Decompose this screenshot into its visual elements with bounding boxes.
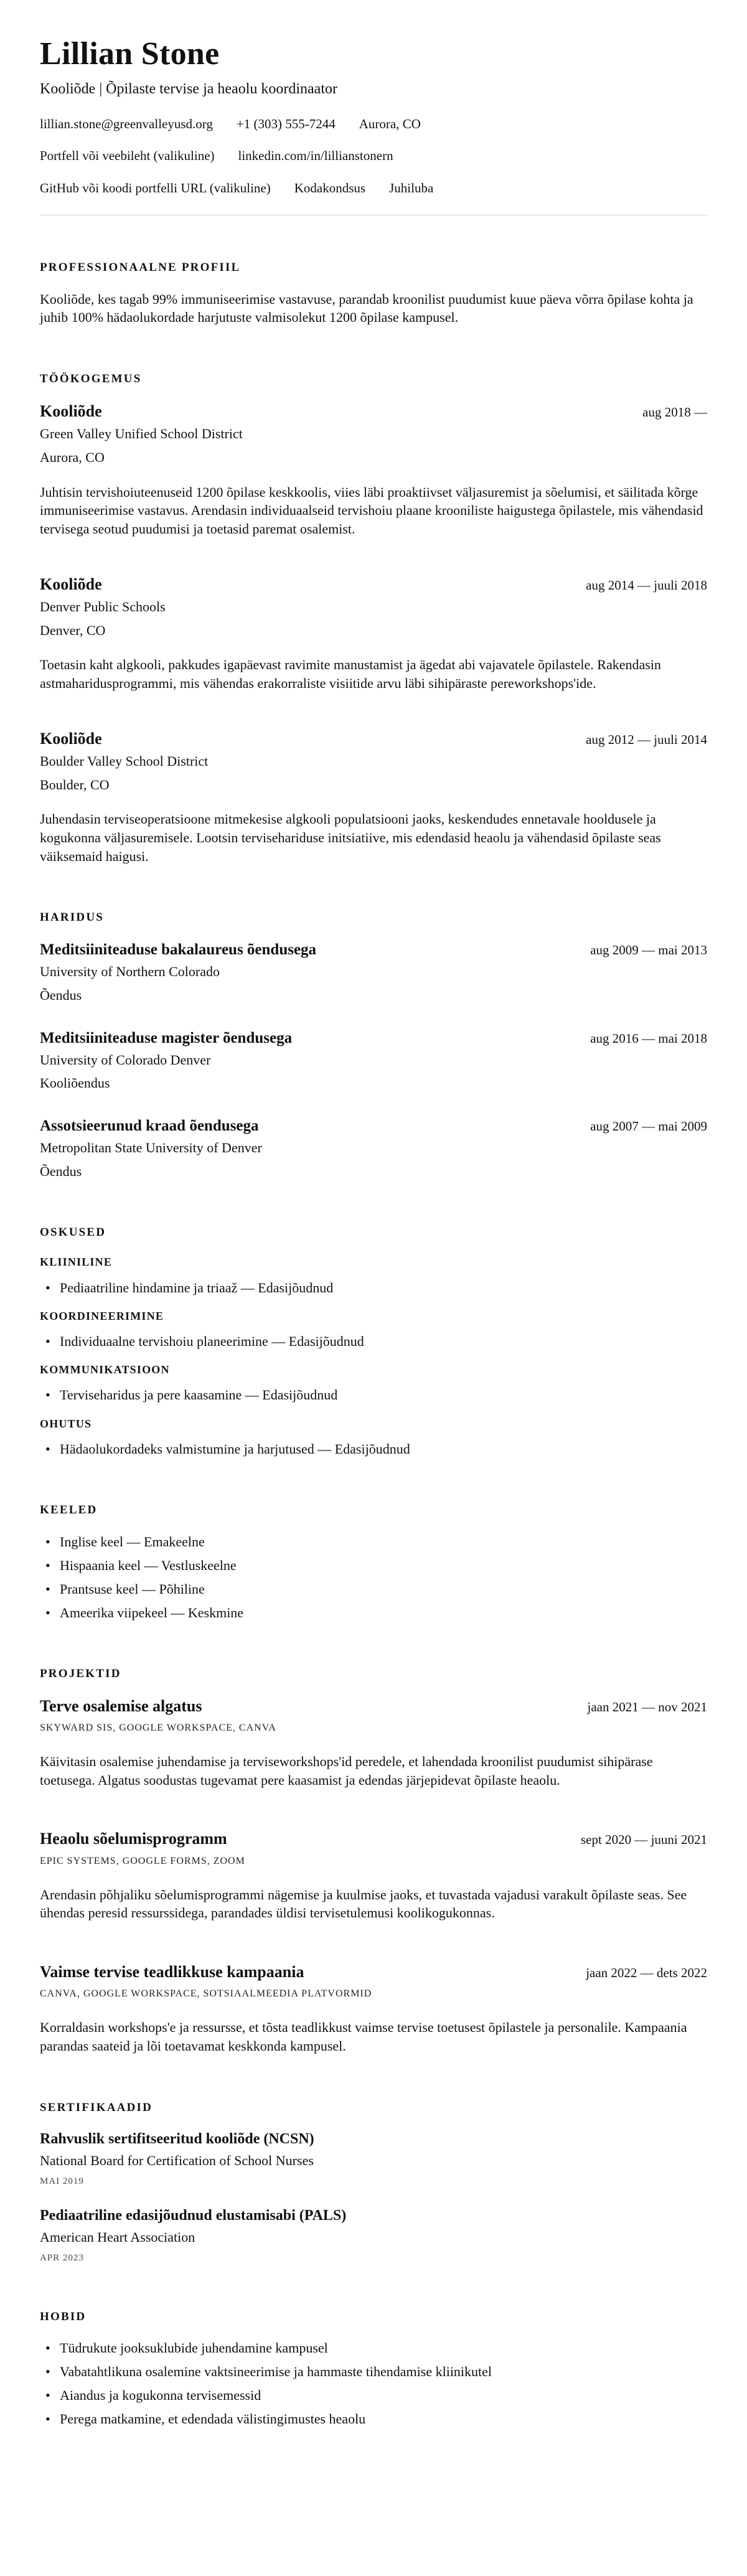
job-description: Juhtisin tervishoiuteenuseid 1200 õpilase keskkoolis, viies läbi proaktiivset väljasuremist ja sõelumisi, et säilitada kõrge immuniseerimise vastavus. Arendasin individuaalseid tervishoiu plaane krooniliste haigustega õpilastele, mis vähendasid tervisega seotud puudumisi ja toetasid paremat osalemist. (40, 484, 703, 537)
section-heading-languages: KEELED (40, 1503, 98, 1516)
project-dates: jaan 2022 — dets 2022 (586, 1965, 707, 1980)
degree-dates: aug 2016 — mai 2018 (590, 1030, 707, 1046)
contact-driving-license: Juhiluba (389, 180, 434, 195)
project-title: Vaimse tervise teadlikkuse kampaania (40, 1962, 304, 1981)
section-skills (40, 1225, 707, 1457)
hobby-item: • Vabatahtlikuna osalemine vaktsineerimise ja hammaste tihendamise kliinikutel (40, 2362, 707, 2381)
skill-group-heading: KLIINILINE (40, 1256, 113, 1269)
certification-entry-1 (40, 2130, 707, 2188)
section-languages (40, 1503, 707, 1622)
section-profile (40, 260, 707, 327)
job-dates: aug 2014 — juuli 2018 (586, 577, 707, 593)
language-item: • Hispaania keel — Vestluskeelne (40, 1556, 707, 1574)
language-item: • Inglise keel — Emakeelne (40, 1533, 707, 1551)
job-description: Juhendasin terviseoperatsioone mitmekesise algkooli populatsiooni jaoks, keskendudes ennetavale hooldusele ja kogukonna väljasuremisele. Lootsin tervisehariduse initsiatiive, mis edendasid heaolu ja vähendasid õpilaste seas väiksemaid haigusi. (40, 811, 661, 864)
school-name: University of Northern Colorado (40, 964, 220, 980)
degree-dates: aug 2009 — mai 2013 (590, 942, 707, 958)
skill-item: • Hädaolukordadeks valmistumine ja harjutused — Edasijõudnud (40, 1440, 707, 1458)
education-entry-1 (40, 940, 707, 1004)
section-heading-profile: PROFESSIONAALNE PROFIIL (40, 260, 241, 274)
job-location: Boulder, CO (40, 776, 110, 792)
section-heading-certifications: SERTIFIKAADID (40, 2100, 153, 2114)
hobby-item: • Aiandus ja kogukonna tervisemessid (40, 2386, 707, 2404)
resume-header (40, 36, 707, 215)
job-company: Green Valley Unified School District (40, 426, 243, 442)
job-entry-2 (40, 575, 707, 693)
degree-dates: aug 2007 — mai 2009 (590, 1119, 707, 1134)
job-title: Kooliõde (40, 729, 102, 748)
contact-row-1 (40, 116, 707, 132)
field-of-study: Õendus (40, 987, 82, 1004)
section-heading-education: HARIDUS (40, 911, 105, 924)
section-experience (40, 372, 707, 865)
contact-linkedin: linkedin.com/in/lillianstonern (238, 148, 393, 164)
skill-group-heading: KOMMUNIKATSIOON (40, 1363, 170, 1376)
job-location: Denver, CO (40, 622, 106, 638)
language-item: • Prantsuse keel — Põhiline (40, 1580, 707, 1598)
certification-entry-2 (40, 2206, 707, 2264)
skill-group-heading: KOORDINEERIMINE (40, 1309, 164, 1322)
degree-title: Meditsiiniteaduse magister õendusega (40, 1029, 293, 1046)
school-name: University of Colorado Denver (40, 1051, 211, 1068)
certification-issuer: American Heart Association (40, 2229, 195, 2245)
profile-text: Kooliõde, kes tagab 99% immuniseerimise vastavuse, parandab kroonilist puudumist kuue päeva võrra õpilase kohta ja juhib 100% hädaolukordade harjutuste valmisolekut 1200 õpilase kampusel. (40, 291, 693, 326)
contact-row-2 (40, 148, 707, 164)
skill-group-4 (40, 1417, 707, 1458)
project-dates: jaan 2021 — nov 2021 (587, 1699, 707, 1714)
job-company: Boulder Valley School District (40, 753, 209, 769)
skill-item: • Pediaatriline hindamine ja triaaž — Edasijõudnud (40, 1279, 707, 1297)
project-entry-1 (40, 1696, 707, 1790)
section-heading-projects: PROJEKTID (40, 1666, 121, 1680)
job-entry-3 (40, 729, 707, 866)
skill-item: • Terviseharidus ja pere kaasamine — Edasijõudnud (40, 1386, 707, 1404)
project-entry-2 (40, 1829, 707, 1922)
project-description: Arendasin põhjaliku sõelumisprogrammi nägemise ja kuulmise jaoks, et tuvastada vajadusi varakult õpilaste seas. See ühendas peresid ressurssidega, parandades üldisi tervisetulemusi koolikogukonnas. (40, 1886, 687, 1921)
certification-date: MAI 2019 (40, 2176, 84, 2186)
certification-title: Pediaatriline edasijõudnud elustamisabi (PALS) (40, 2207, 347, 2224)
section-hobbies (40, 2310, 707, 2428)
section-projects (40, 1666, 707, 2056)
certification-title: Rahvuslik sertifitseeritud kooliõde (NCSN) (40, 2131, 314, 2148)
project-tools: EPIC SYSTEMS, GOOGLE FORMS, ZOOM (40, 1855, 245, 1866)
skill-group-3 (40, 1363, 707, 1404)
project-tools: CANVA, GOOGLE WORKSPACE, SOTSIAALMEEDIA PLATVORMID (40, 1988, 372, 2000)
section-heading-experience: TÖÖKOGEMUS (40, 372, 142, 386)
project-description: Käivitasin osalemise juhendamise ja terviseworkshops'id peredele, et lahendada kroonilist puudumist sihipärase toetusega. Algatus soodustas tugevamat pere kaasamist ja edendas järjepidevat õpilaste heaolu. (40, 1753, 653, 1788)
language-item: • Ameerika viipekeel — Keskmine (40, 1604, 707, 1622)
contact-phone: +1 (303) 555-7244 (236, 116, 336, 132)
project-dates: sept 2020 — juuni 2021 (581, 1832, 707, 1848)
project-tools: SKYWARD SIS, GOOGLE WORKSPACE, CANVA (40, 1723, 276, 1734)
contact-email: lillian.stone@greenvalleyusd.org (40, 116, 213, 132)
degree-title: Meditsiiniteaduse bakalaureus õendusega (40, 941, 317, 959)
job-title: Kooliõde (40, 575, 102, 593)
job-title: Kooliõde (40, 402, 102, 420)
project-title: Heaolu sõelumisprogramm (40, 1830, 227, 1848)
job-description: Toetasin kaht algkooli, pakkudes igapäevast ravimite manustamist ja ägedat abi vajavatele õpilastele. Rakendasin astmaharidusprogrammi, mis vähendas erakorraliste visiitide arvu läbi sihipäraste pereworkshops'ide. (40, 657, 661, 691)
contact-website-placeholder: Portfell või veebileht (valikuline) (40, 148, 215, 164)
degree-title: Assotsieerunud kraad õendusega (40, 1117, 259, 1135)
skill-group-heading: OHUTUS (40, 1417, 92, 1430)
section-heading-skills: OSKUSED (40, 1226, 106, 1239)
contact-github-placeholder: GitHub või koodi portfelli URL (valikuline) (40, 180, 271, 195)
field-of-study: Kooliõendus (40, 1075, 110, 1091)
contact-citizenship: Kodakondsus (294, 180, 366, 195)
project-entry-3 (40, 1962, 707, 2056)
contact-block (40, 116, 707, 196)
contact-row-3 (40, 180, 707, 196)
certification-issuer: National Board for Certification of School Nurses (40, 2153, 314, 2169)
education-entry-2 (40, 1028, 707, 1093)
school-name: Metropolitan State University of Denver (40, 1140, 262, 1156)
section-heading-hobbies: HOBID (40, 2310, 87, 2323)
skill-item: • Individuaalne tervishoiu planeerimine — Edasijõudnud (40, 1332, 707, 1350)
project-title: Terve osalemise algatus (40, 1696, 202, 1715)
field-of-study: Õendus (40, 1163, 82, 1179)
job-location: Aurora, CO (40, 449, 105, 465)
section-education (40, 910, 707, 1180)
certification-date: APR 2023 (40, 2253, 84, 2263)
section-certifications (40, 2100, 707, 2265)
hobby-item: • Tüdrukute jooksuklubide juhendamine kampusel (40, 2339, 707, 2357)
job-dates: aug 2018 — (642, 404, 707, 420)
candidate-title: Kooliõde | Õpilaste tervise ja heaolu koordinaator (40, 81, 337, 98)
contact-location: Aurora, CO (359, 116, 421, 132)
candidate-name: Lillian Stone (40, 36, 220, 72)
job-entry-1 (40, 402, 707, 538)
skill-group-1 (40, 1255, 707, 1296)
job-dates: aug 2012 — juuli 2014 (586, 731, 707, 747)
project-description: Korraldasin workshops'e ja ressursse, et tõsta teadlikkust vaimse tervise toetusest õpilastele ja personalile. Kampaania parandas saateid ja lõi toetavamat keskkonda kampusel. (40, 2019, 687, 2054)
education-entry-3 (40, 1116, 707, 1180)
hobby-item: • Perega matkamine, et edendada välistingimustes heaolu (40, 2410, 707, 2428)
skill-group-2 (40, 1309, 707, 1350)
job-company: Denver Public Schools (40, 599, 166, 615)
